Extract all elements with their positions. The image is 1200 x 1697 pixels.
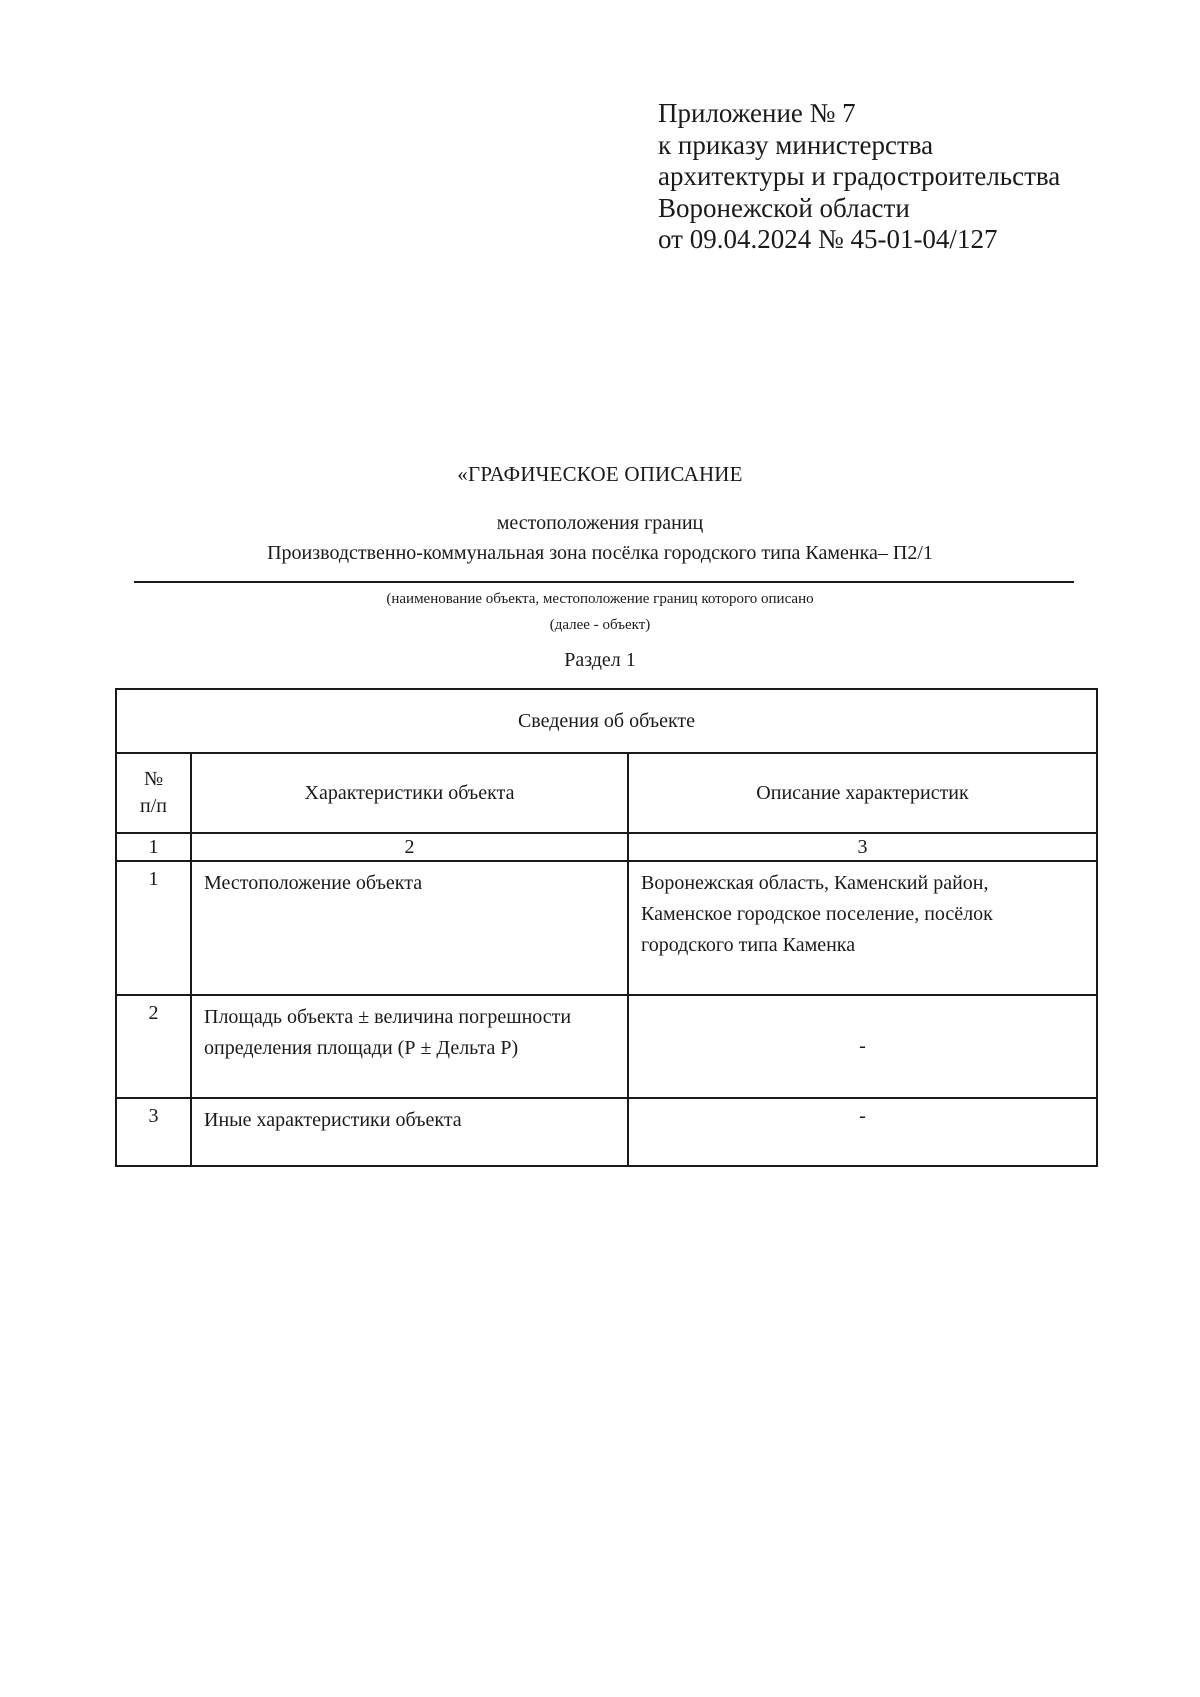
caption-line: (далее - объект) [549,617,651,633]
section-heading: Раздел 1 [564,649,636,671]
column-index-row [116,833,1097,861]
row-characteristic: Местоположение объекта [191,861,628,995]
row-description: - [628,1098,1097,1166]
row-description: - [628,995,1097,1098]
appendix-line: архитектуры и градостроительства [658,161,1061,191]
object-info-table [115,688,1098,1167]
caption-line: (наименование объекта, местоположение границ которого описано [386,591,814,607]
object-caption [0,586,1200,638]
column-index: 3 [628,833,1097,861]
table-caption: Сведения об объекте [116,689,1097,753]
row-characteristic: Иные характеристики объекта [191,1098,628,1166]
row-number: 3 [116,1098,191,1166]
row-number: 2 [116,995,191,1098]
row-description: Воронежская область, Каменский район, Каменское городское поселение, посёлок городского типа Каменка [628,861,1097,995]
row-characteristic: Площадь объекта ± величина погрешности определения площади (Р ± Дельта Р) [191,995,628,1098]
column-index: 1 [116,833,191,861]
appendix-line: Воронежской области [658,192,910,223]
header-num-line: п/п [140,795,167,817]
header-description: Описание характеристик [628,753,1097,833]
table-row [116,995,1097,1098]
table-row [116,861,1097,995]
header-characteristic: Характеристики объекта [191,753,628,833]
document-subtitle: местоположения границ [496,512,704,534]
document-title: «ГРАФИЧЕСКОЕ ОПИСАНИЕ [457,462,743,486]
header-num [116,753,191,833]
object-name: Производственно-коммунальная зона посёлка городского типа Каменка– П2/1 [267,542,933,564]
table-header-row [116,753,1097,833]
object-name-underline [134,581,1074,583]
table-row [116,1098,1097,1166]
column-index: 2 [191,833,628,861]
appendix-line: от 09.04.2024 № 45-01-04/127 [658,224,998,254]
appendix-line: Приложение № 7 [658,98,856,128]
row-number: 1 [116,861,191,995]
header-num-line: № [143,768,164,790]
appendix-line: к приказу министерства [658,129,934,160]
appendix-block [658,98,1060,256]
table-caption-row [116,689,1097,753]
